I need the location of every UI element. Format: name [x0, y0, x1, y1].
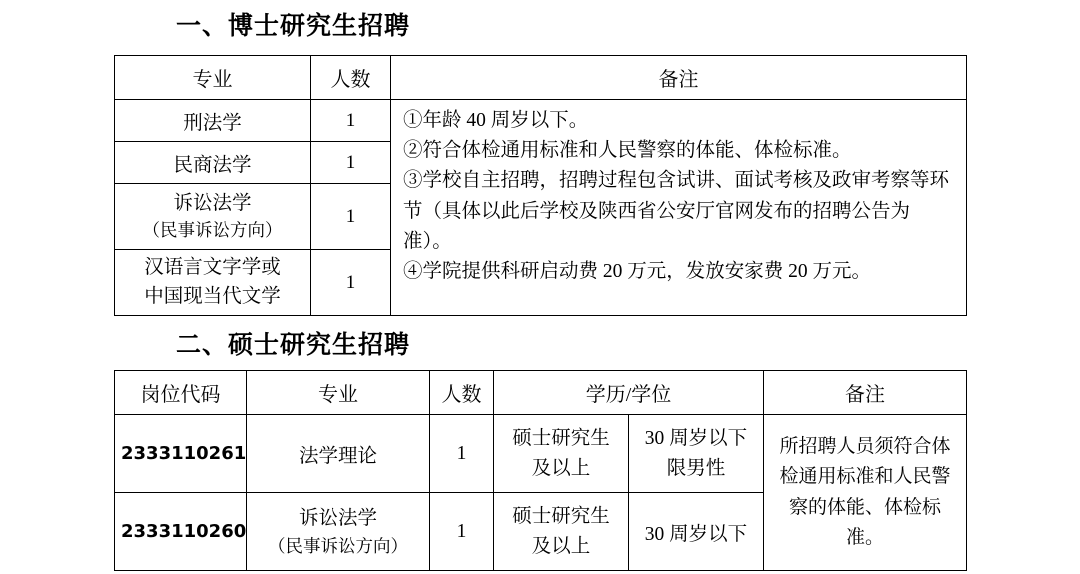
cell-count: 1 [311, 250, 391, 316]
cell-degree-line2: 及以上 [531, 535, 591, 557]
cell-major-line1: 诉讼法学 [298, 507, 377, 529]
table-header-row [115, 56, 967, 100]
column-header-remark: 备注 [391, 56, 967, 100]
column-header-count: 人数 [430, 371, 494, 415]
cell-remark-merged: 所招聘人员须符合体检通用标准和人民警察的体能、体检标准。 [764, 415, 967, 571]
cell-major [115, 250, 311, 316]
table-header-row [115, 371, 967, 415]
cell-major-line2: （民事诉讼方向） [268, 536, 408, 556]
cell-major: 刑法学 [115, 100, 311, 142]
section-heading-doctoral: 一、博士研究生招聘 [176, 11, 411, 40]
cell-major-line2: （民事诉讼方向） [142, 219, 283, 240]
cell-job-code: 2333110261 [115, 415, 247, 493]
cell-major-line1: 诉讼法学 [173, 192, 252, 214]
remark-item-4: ④学院提供科研启动费 20 万元，发放安家费 20 万元。 [403, 261, 872, 283]
column-header-major: 专业 [115, 56, 311, 100]
cell-degree [494, 493, 629, 571]
table-row [115, 100, 967, 142]
section-heading-master: 二、硕士研究生招聘 [176, 330, 411, 359]
cell-degree [494, 415, 629, 493]
cell-count: 1 [311, 142, 391, 184]
cell-age-line2: 限男性 [666, 457, 726, 479]
column-header-remark: 备注 [764, 371, 967, 415]
cell-count: 1 [311, 100, 391, 142]
cell-degree-line1: 硕士研究生 [512, 506, 610, 528]
column-header-major: 专业 [247, 371, 430, 415]
cell-age-requirement [629, 415, 764, 493]
cell-job-code: 2333110260 [115, 493, 247, 571]
column-header-job-code: 岗位代码 [115, 371, 247, 415]
cell-major-line2: 中国现当代文学 [144, 285, 281, 307]
remark-item-3: ③学校自主招聘，招聘过程包含试讲、面试考核及政审考察等环节（具体以此后学校及陕西省公安厅官网发布的招聘公告为准）。 [403, 170, 950, 252]
cell-remark-merged [391, 100, 967, 316]
table-row [115, 415, 967, 493]
cell-age-line1: 30 周岁以下 [644, 428, 748, 450]
column-header-count: 人数 [311, 56, 391, 100]
cell-age-requirement: 30 周岁以下 [629, 493, 764, 571]
remark-item-1: ①年龄 40 周岁以下。 [403, 110, 589, 131]
cell-major-line1: 汉语言文字学或 [144, 257, 281, 279]
cell-major [115, 184, 311, 250]
column-header-degree: 学历/学位 [494, 371, 764, 415]
cell-major: 法学理论 [247, 415, 430, 493]
cell-major: 民商法学 [115, 142, 311, 184]
cell-major [247, 493, 430, 571]
cell-count: 1 [311, 184, 391, 250]
cell-count: 1 [430, 493, 494, 571]
master-recruitment-table [114, 370, 967, 571]
doctoral-recruitment-table [114, 55, 967, 316]
cell-count: 1 [430, 415, 494, 493]
remark-item-2: ②符合体检通用标准和人民警察的体能、体检标准。 [403, 140, 852, 162]
cell-degree-line2: 及以上 [531, 457, 591, 479]
cell-degree-line1: 硕士研究生 [512, 428, 610, 450]
